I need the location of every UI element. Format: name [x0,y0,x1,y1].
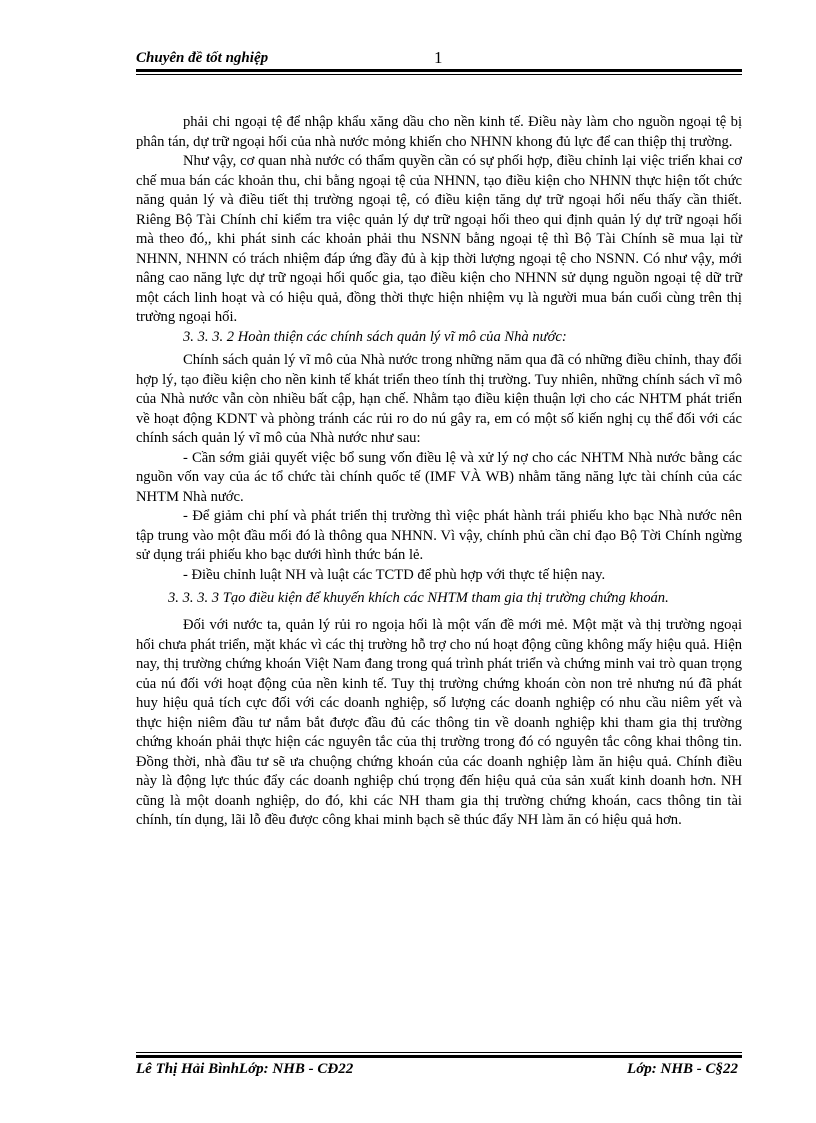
paragraph: Đối với nước ta, quản lý rủi ro ngoịa hối là một vấn đề mới mẻ. Một mặt và thị trường ngoại hối chưa phát triển, mặt khác vì các thị trường hỗ trợ cho nú hoạt động cũng không mấy hiệu quả. Hiện nay, thị trường chứng khoán Việt Nam đang trong quá trình phát triển và chứng minh vai trò quan trọng của nú đối với hoạt động của nền kinh tế. Tuy thị trường chứng khoán còn non trẻ nhưng nú đã phát huy hiệu quả tích cực đối với các doanh nghiệp, số lượng các doanh nghiệp có nhu cầu niêm yết và thực hiện niêm đầu tư nắm bắt được đầu đủ các thông tin về doanh nghiệp khi tham gia thị trường chứng khoán phải thực hiện các nguyên tắc của thị trường trong đó có nguyên tắc công khai thông tin. Đồng thời, nhà đầu tư sẽ ưa chuộng chứng khoán của các doanh nghiệp làm ăn hiệu quả. Chính điều này là động lực thúc đẩy các doanh nghiệp chú trọng đến hiệu quả của sản xuất kinh doanh hơn. NH cũng là một doanh nghiệp, do đó, khi các NH tham gia thị trường chứng khoán, cacs thông tin tài chính, tín dụng, lãi lỗ đều được công khai minh bạch sẽ thúc đẩy NH làm ăn có hiệu quả hơn. [136,617,742,828]
header-title: Chuyên đề tốt nghiệp [136,50,269,66]
footer-rule-thin [136,1052,742,1053]
list-item: - Điều chỉnh luật NH và luật các TCTD để phù hợp với thực tế hiện nay. [183,566,606,583]
document-body [136,113,742,831]
paragraph: Như vậy, cơ quan nhà nước có thẩm quyền cần có sự phối hợp, điều chỉnh lại việc triển khai cơ chế mua bán các khoản thu, chi bằng ngoại tệ của NHNN, tạo điều kiện cho NHNN thực hiện tốt chức năng quản lý và điều tiết thị trường ngoại tệ, có điều kiện tăng dự trữ ngoại hối nếu thấy cần thiết. Riêng Bộ Tài Chính chỉ kiểm tra việc quản lý dự trữ ngoại hối theo qui định quản lý dự trữ ngoại hối mà theo đó,, khi phát sinh các khoản phải thu NSNN bằng ngoại tệ thì Bộ Tài Chính sẽ mua lại từ NHNN, NHNN có trách nhiệm đáp ứng đầy đủ à kịp thời lượng ngoại tệ cho NSNN. Có như vậy, mới nâng cao năng lực dự trữ ngoại hối quốc gia, tạo điều kiện cho NHNN sử dụng nguồn ngoại tệ dữ trữ một cách linh hoạt và có hiệu quả, đồng thời thực hiện nhiệm vụ là người mua bán cuối cùng trên thị trường ngoại hối. [136,153,742,325]
section-heading: 3. 3. 3. 2 Hoàn thiện các chính sách quản lý vĩ mô của Nhà nước: [183,328,567,345]
list-item: - Cần sớm giải quyết việc bổ sung vốn điều lệ và xử lý nợ cho các NHTM Nhà nước bằng các nguồn vốn vay của ác tổ chức tài chính quốc tế (IMF VÀ WB) nhằm tăng năng lực tài chính của các NHTM Nhà nước. [136,449,742,505]
footer-author: Lê Thị Hải BìnhLớp: NHB - CĐ22 [136,1061,354,1077]
header-rule-thin [136,74,742,75]
footer-class: Lớp: NHB - C§22 [627,1061,738,1077]
paragraph: Chính sách quản lý vĩ mô của Nhà nước trong những năm qua đã có những điều chỉnh, thay đổi hợp lý, tạo điều kiện cho nền kinh tế khát triển theo tính thị trường. Tuy nhiên, những chính sách vĩ mô của Nhà nước vẫn còn nhiều bất cập, hạn chế. Nhằm tạo điều kiện thuận lợi cho các NHTM phát triển về hoạt động KDNT và phòng tránh các rủi ro do nú gây ra, em có một số kiến nghị cụ thể đối với các chính sách quản lý vĩ mô của Nhà nước như sau: [136,352,742,446]
footer-rule-thick [136,1055,742,1058]
page-number: 1 [434,48,443,67]
list-item: - Để giảm chi phí và phát triển thị trường thì việc phát hành trái phiếu kho bạc Nhà nước nên tập trung vào một đầu mối đó là thông qua NHNN. Vì vậy, chính phủ cần chỉ đạo Bộ Tời Chính ngừng sử dụng trái phiếu kho bạc dưới hình thức bán lẻ. [136,508,742,563]
section-heading: 3. 3. 3. 3 Tạo điều kiện để khuyến khích các NHTM tham gia thị trường chứng khoán. [168,590,669,606]
header-rule-thick [136,69,742,72]
paragraph: phải chi ngoại tệ để nhập khẩu xăng dầu cho nền kinh tế. Điều này làm cho nguồn ngoại tệ bị phân tán, dự trữ ngoại hối của nhà nước mỏng khiến cho NHNN khong đủ lực để can thiệp thị trường. [136,114,742,150]
